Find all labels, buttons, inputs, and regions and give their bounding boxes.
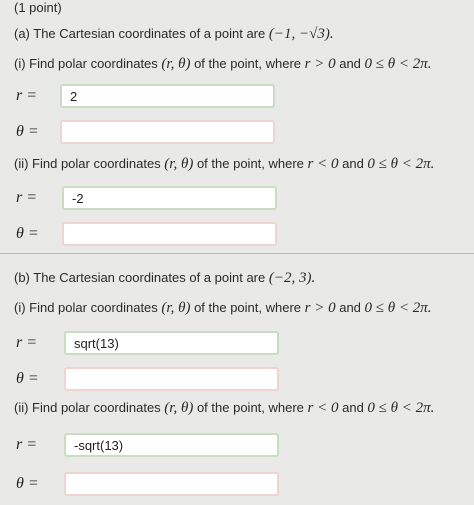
part-b-i-r-row: [16, 331, 279, 355]
part-a-i-theta-row: [16, 120, 275, 144]
part-b-i-prompt: [14, 300, 432, 317]
prompt-text: (ii) Find polar coordinates: [14, 400, 165, 415]
prompt-math: r > 0: [304, 300, 336, 316]
part-a-i-theta-input[interactable]: [60, 120, 275, 144]
part-a-ii-theta-row: [16, 222, 277, 246]
prompt-text: and: [338, 400, 368, 415]
theta-label: θ =: [16, 225, 39, 242]
r-label: r =: [16, 334, 38, 351]
prompt-math: r > 0: [304, 56, 336, 72]
prompt-text: of the point, where: [190, 300, 305, 315]
prompt-math: (r, θ): [164, 156, 194, 172]
r-label: r =: [16, 87, 38, 104]
points-label: (1 point): [14, 0, 62, 15]
theta-label: θ =: [16, 475, 39, 492]
theta-label: θ =: [16, 370, 39, 387]
prompt-math: 0 ≤ θ < 2π.: [367, 400, 435, 416]
prompt-text: (i) Find polar coordinates: [14, 300, 162, 315]
part-b-ii-r-row: [16, 433, 279, 457]
prompt-math: 0 ≤ θ < 2π.: [364, 56, 432, 72]
part-b-ii-prompt: [14, 400, 434, 417]
part-b-i-theta-row: [16, 367, 279, 391]
prompt-math: r < 0: [307, 156, 339, 172]
prompt-math: (r, θ): [161, 300, 191, 316]
part-a-i-prompt: [14, 56, 432, 73]
part-a-coordinates: (−1, −√3).: [268, 26, 334, 42]
prompt-math: 0 ≤ θ < 2π.: [364, 300, 432, 316]
part-b-ii-theta-input[interactable]: [64, 472, 279, 496]
part-a-title-text: (a) The Cartesian coordinates of a point are: [14, 26, 269, 41]
part-b-ii-theta-row: [16, 472, 279, 496]
prompt-text: and: [335, 56, 365, 71]
part-b-title: [14, 270, 315, 287]
part-a-ii-r-input[interactable]: -2: [62, 186, 277, 210]
part-a-ii-r-row: [16, 186, 277, 210]
prompt-text: of the point, where: [193, 400, 308, 415]
prompt-text: and: [338, 156, 368, 171]
part-a-i-r-input[interactable]: 2: [60, 84, 275, 108]
r-label: r =: [16, 436, 38, 453]
prompt-text: of the point, where: [190, 56, 305, 71]
part-b-title-text: (b) The Cartesian coordinates of a point are: [14, 270, 269, 285]
part-b-coordinates: (−2, 3).: [268, 270, 316, 286]
prompt-text: (ii) Find polar coordinates: [14, 156, 165, 171]
prompt-text: and: [335, 300, 365, 315]
part-a-ii-theta-input[interactable]: [62, 222, 277, 246]
prompt-text: of the point, where: [193, 156, 308, 171]
r-label: r =: [16, 189, 38, 206]
part-a-i-r-row: [16, 84, 275, 108]
prompt-math: (r, θ): [164, 400, 194, 416]
part-b-i-r-input[interactable]: sqrt(13): [64, 331, 279, 355]
part-b-ii-r-input[interactable]: -sqrt(13): [64, 433, 279, 457]
part-a-ii-prompt: [14, 156, 434, 173]
section-divider: [0, 253, 474, 254]
part-a-title: [14, 26, 334, 43]
theta-label: θ =: [16, 123, 39, 140]
prompt-math: 0 ≤ θ < 2π.: [367, 156, 435, 172]
prompt-text: (i) Find polar coordinates: [14, 56, 162, 71]
prompt-math: (r, θ): [161, 56, 191, 72]
prompt-math: r < 0: [307, 400, 339, 416]
part-b-i-theta-input[interactable]: [64, 367, 279, 391]
